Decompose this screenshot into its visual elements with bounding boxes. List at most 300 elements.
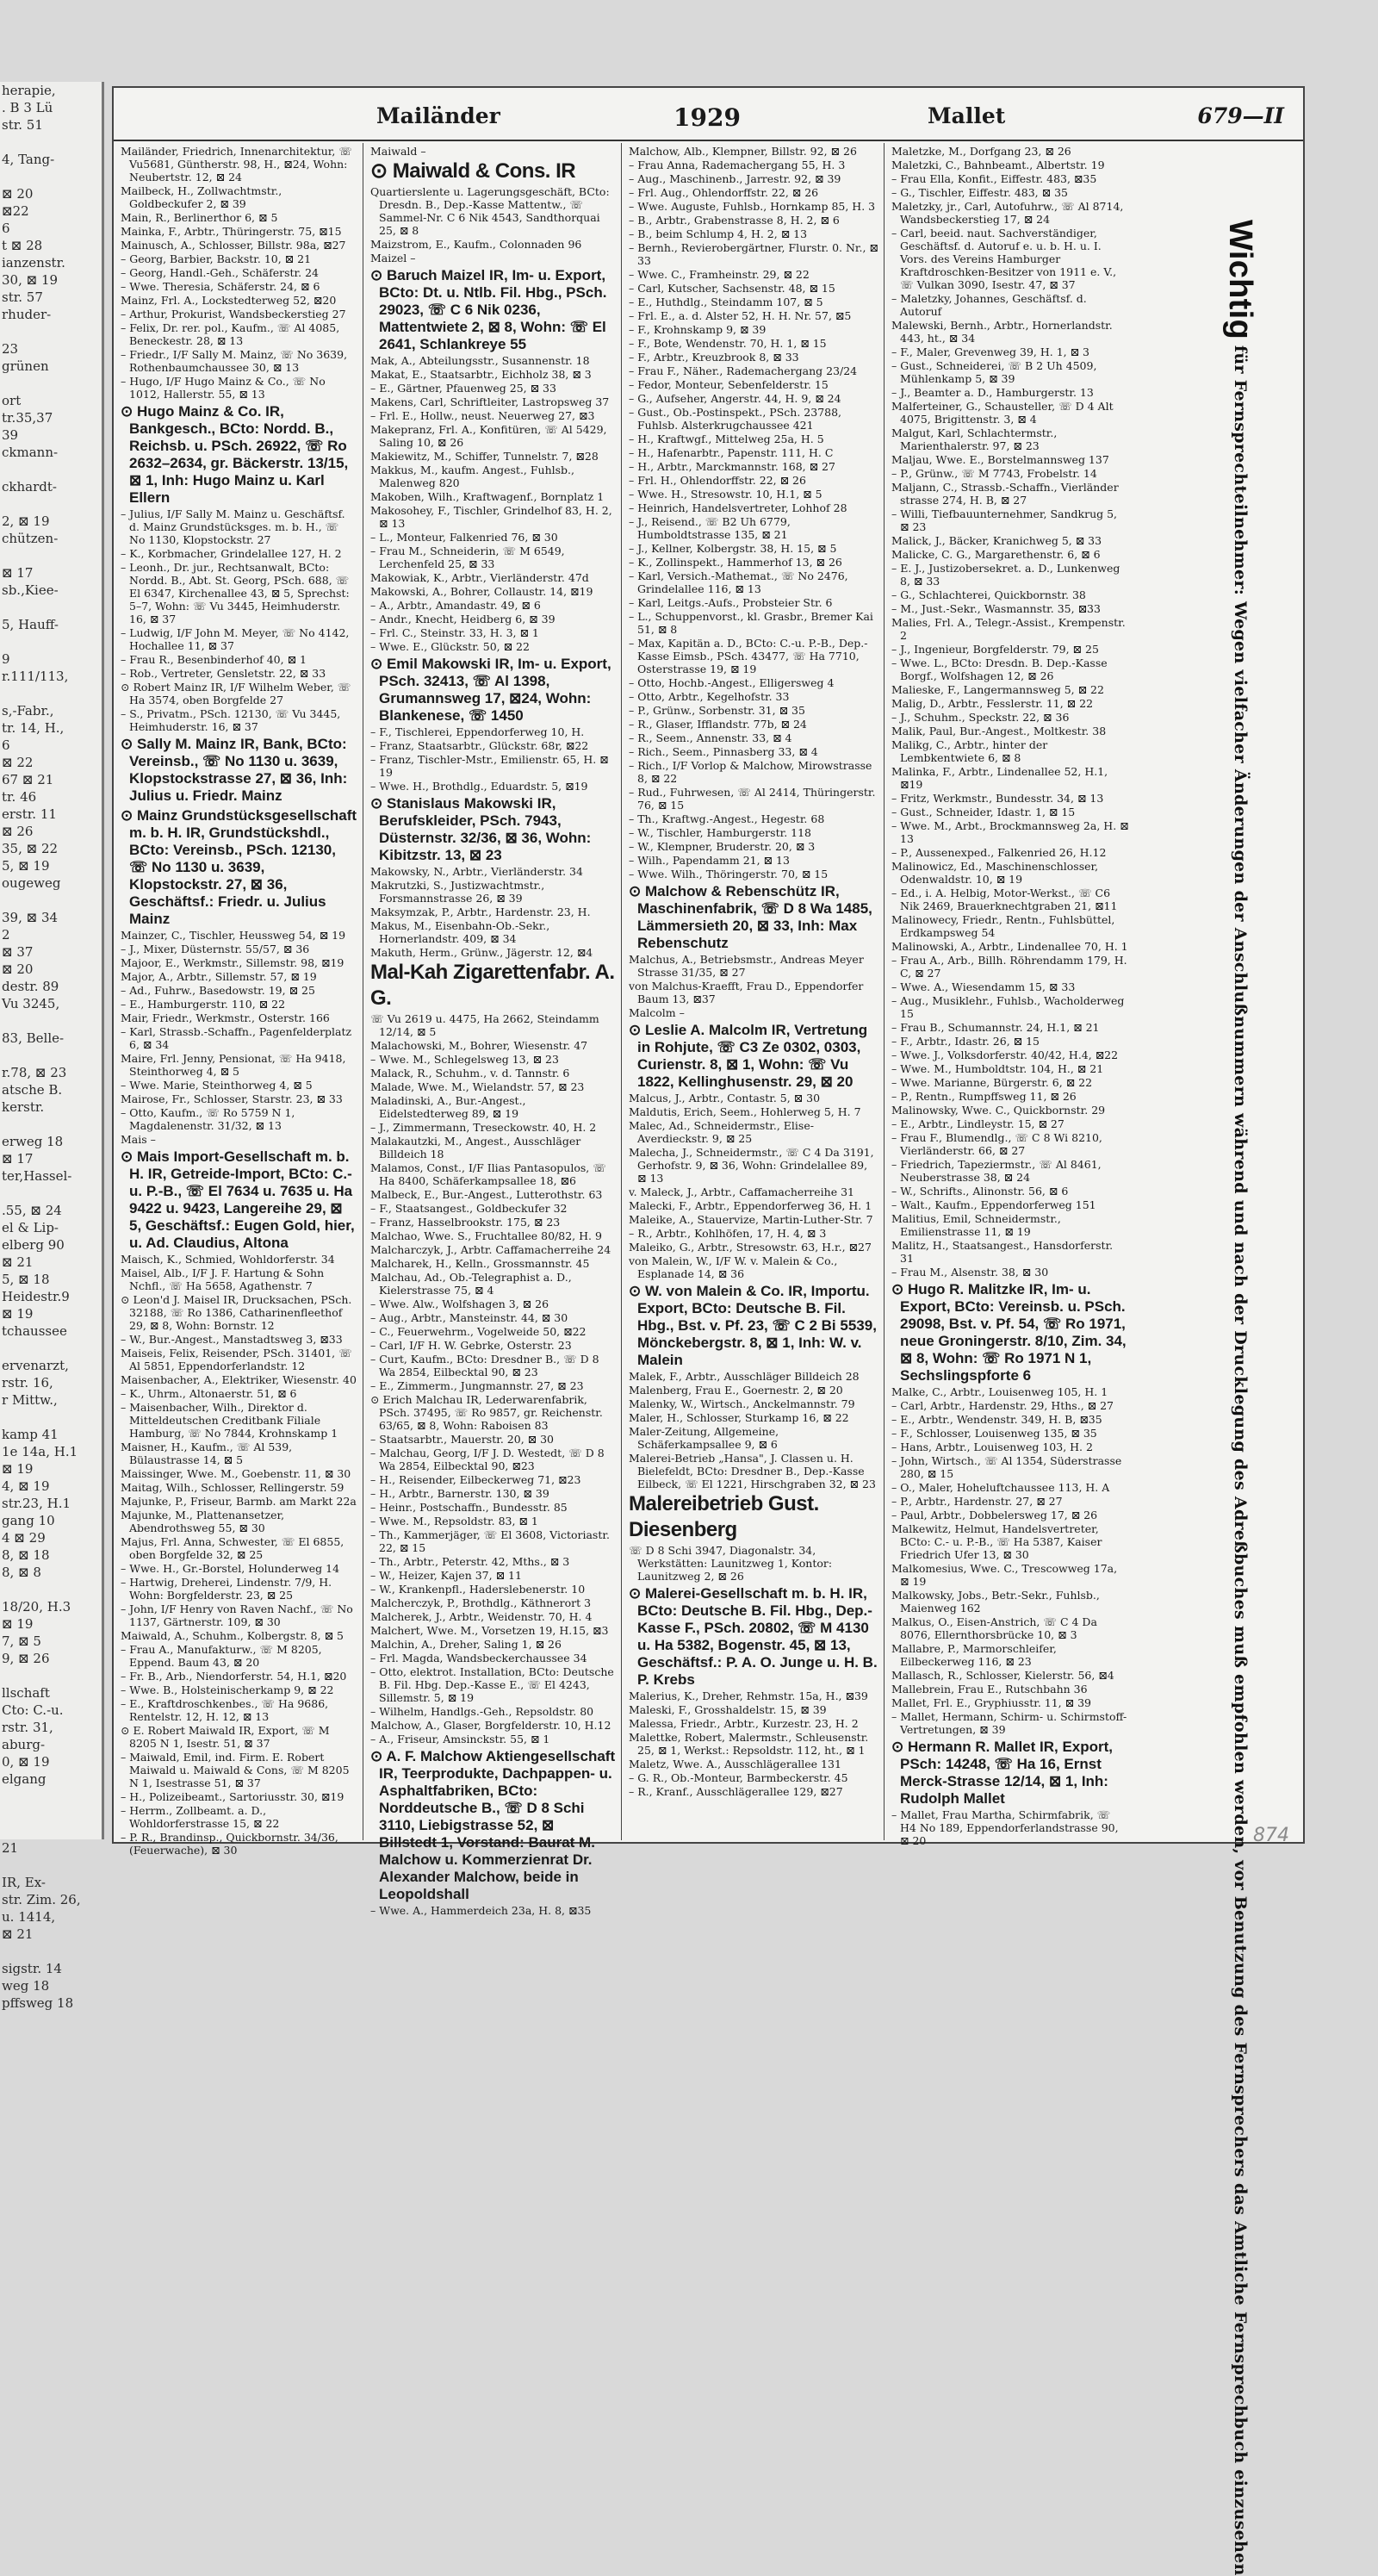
directory-entry: – Leonh., Dr. jur., Rechtsanwalt, BCto: Nordd. B., Abt. St. Georg, PSch. 688, ☏ El 6347, Kirchenallee 43, ⊠ 5, Sprechst: 5–7, Wohn: ☏ Vu 3445, Heimhuderstr. 16, ⊠ 37 [121,561,350,625]
directory-entry: – W., Bur.-Angest., Manstadtsweg 3, ⊠33 [121,1333,343,1346]
directory-entry: – F., Bote, Wendenstr. 70, H. 1, ⊠ 15 [629,337,827,350]
directory-entry: – Malchau, Georg, I/F J. D. Westedt, ☏ D 8 Wa 2854, Eilbecktal 90, ⊠23 [370,1447,605,1472]
edge-line: grünen [2,358,49,374]
edge-line: ⊠ 19 [2,1616,34,1632]
directory-entry: – H., Polizeibeamt., Sartoriusstr. 30, ⊠19 [121,1790,344,1803]
directory-entry: – Frau Anna, Rademachergang 55, H. 3 [629,159,846,171]
directory-entry: – P., Arbtr., Hardenstr. 27, ⊠ 27 [891,1495,1063,1508]
edge-line: aburg- [2,1737,46,1752]
directory-entry: von Malchus-Kraefft, Frau D., Eppendorfer Baum 13, ⊠37 [629,980,864,1005]
directory-entry: – W., Tischler, Hamburgerstr. 118 [629,826,812,839]
directory-entry: Mallet, Frl. E., Gryphiusstr. 11, ⊠ 39 [891,1696,1091,1709]
directory-entry: – Frl. H., Ohlendorffstr. 22, ⊠ 26 [629,474,806,487]
directory-entry: Malakautzki, M., Angest., Ausschläger Billdeich 18 [370,1135,581,1160]
directory-entry: – Andr., Knecht, Heidberg 6, ⊠ 39 [370,613,556,625]
directory-entry: – J., Ingenieur, Borgfelderstr. 79, ⊠ 25 [891,643,1099,656]
directory-entry: – Th., Arbtr., Peterstr. 42, Mths., ⊠ 3 [370,1555,570,1568]
directory-entry: ⊙ Hugo Mainz & Co. IR, Bankgesch., BCto: Nordd. B., Reichsb. u. PSch. 26922, ☏ Ro 2632–2634, gr. Bäckerstr. 13/15, ⊠ 1, Inh: Hugo Mainz u. Karl Ellern [121,403,349,506]
directory-entry: – Aug., Arbtr., Mansteinstr. 44, ⊠ 30 [370,1311,568,1324]
edge-line: r Mittw., [2,1392,58,1408]
directory-entry: – Otto, elektrot. Installation, BCto: Deutsche B. Fil. Hbg. Dep.-Kasse E., ☏ El 4243, Sillemstr. 5, ⊠ 19 [370,1665,614,1704]
directory-entry: Makus, M., Eisenbahn-Ob.-Sekr., Hornerlandstr. 409, ⊠ 34 [370,919,550,945]
edge-line: Cto: C.-u. [2,1702,64,1718]
directory-entry: – Wwe. B., Holsteinischerkamp 9, ⊠ 22 [121,1683,334,1696]
directory-entry: ⊙ A. F. Malchow Aktiengesellschaft IR, Teerprodukte, Dachpappen- u. Asphaltfabriken, BCto: Norddeutsche B., ☏ D 8 Schi 3110, Liebigstrasse 52, ⊠ Billstedt 1, Vorstand: Baurat M. Malchow u. Kommerzienrat Dr. Alexander Malchow, beide in Leopoldshall [370,1748,616,1902]
edge-line: herapie, [2,83,56,98]
directory-entry: – J., Zimmermann, Treseckowstr. 40, H. 2 [370,1121,597,1134]
directory-entry: – Fedor, Monteur, Sebenfelderstr. 15 [629,378,829,391]
directory-entry: – Rich., Seem., Pinnasberg 33, ⊠ 4 [629,745,818,758]
directory-entry: Maler, H., Schlosser, Sturkamp 16, ⊠ 22 [629,1411,849,1424]
directory-entry: – Frau M., Schneiderin, ☏ M 6549, Lerchenfeld 25, ⊠ 33 [370,544,565,570]
directory-entry: ⊙ Mainz Grundstücksgesellschaft m. b. H. IR, Grundstückshdl., BCto: Vereinsb., PSch. 12130, ☏ No 1130 u. 3639, Klopstockstr. 27, ⊠ 36, Geschäftsf.: Friedr. u. Julius Mainz [121,807,357,927]
edge-line: 5, ⊠ 19 [2,858,50,874]
directory-entry: Maksymzak, P., Arbtr., Hardenstr. 23, H. [370,905,591,918]
edge-line: elberg 90 [2,1237,65,1253]
directory-entry: – Friedrich, Tapeziermstr., ☏ Al 8461, Neuberstrasse 38, ⊠ 24 [891,1158,1102,1184]
side-notice-title: Wichtig [1222,220,1258,339]
directory-entry: – Curt, Kaufm., BCto: Dresdner B., ☏ D 8 Wa 2854, Eilbecktal 90, ⊠ 23 [370,1353,599,1378]
edge-line: 2, ⊠ 19 [2,513,50,529]
directory-entry: – Maiwald, Emil, ind. Firm. E. Robert Maiwald u. Maiwald & Cons, ☏ M 8205 N 1, Isestrasse 51, ⊠ 37 [121,1751,350,1789]
directory-entry: Makrutzki, S., Justizwachtmstr., Forsmannstrasse 26, ⊠ 39 [370,879,545,905]
directory-entry: – M., Just.-Sekr., Wasmannstr. 35, ⊠33 [891,602,1101,615]
directory-entry: Malig, D., Arbtr., Fesslerstr. 11, ⊠ 22 [891,697,1094,710]
directory-entry: Main, R., Berlinerthor 6, ⊠ 5 [121,211,278,224]
directory-entry: ⊙ E. Robert Maiwald IR, Export, ☏ M 8205 N 1, Isestr. 51, ⊠ 37 [121,1724,330,1750]
directory-entry: – Franz, Staatsarbtr., Glückstr. 68r, ⊠22 [370,739,589,752]
edge-line: t ⊠ 28 [2,238,43,253]
edge-line: ianzenstr. [2,255,65,271]
page-header [114,88,1303,141]
directory-entry: Maisner, H., Kaufm., ☏ Al 539, Bülaustrasse 14, ⊠ 5 [121,1440,293,1466]
directory-entry: Makosohey, F., Tischler, Grindelhof 83, H. 2, ⊠ 13 [370,504,612,530]
edge-line: 5, ⊠ 18 [2,1272,50,1287]
directory-entry: – S., Privatm., PSch. 12130, ☏ Vu 3445, Heimhuderstr. 16, ⊠ 37 [121,707,341,733]
edge-line [0,1805,102,1822]
directory-entry: Mainzer, C., Tischler, Heussweg 54, ⊠ 19 [121,929,346,942]
directory-entry: – F., Krohnskamp 9, ⊠ 39 [629,323,767,336]
directory-entry: ⊙ Stanislaus Makowski IR, Berufskleider, PSch. 7943, Düsternstr. 32/36, ⊠ 36, Wohn: Kibitzstr. 13, ⊠ 23 [370,795,592,863]
directory-entry: – Wwe. C., Framheinstr. 29, ⊠ 22 [629,268,810,281]
edge-line: sb.,Kiee- [2,582,59,598]
directory-entry: Maletz, Wwe. A., Ausschlägerallee 131 [629,1758,841,1770]
directory-entry: Major, A., Arbtr., Sillemstr. 57, ⊠ 19 [121,970,317,983]
directory-entry: ⊙ Mais Import-Gesellschaft m. b. H. IR, Getreide-Import, BCto: C.- u. P.-B., ☏ El 7634 u. 7635 u. Ha 9422 u. 9423, Langereihe 29, ⊠ 5, Geschäftsf.: Eugen Gold, hier, u. Ad. Claudius, Altona [121,1148,355,1251]
directory-entry: – G. R., Ob.-Monteur, Barmbeckerstr. 45 [629,1771,848,1784]
edge-line [0,1857,102,1874]
directory-entry: – Wwe. M., Humboldtstr. 104, H., ⊠ 21 [891,1062,1104,1075]
directory-entry: – P., Rentn., Rumpffsweg 11, ⊠ 26 [891,1090,1077,1103]
directory-entry: ⊙ Hugo R. Malitzke IR, Im- u. Export, BCto: Vereinsb. u. PSch. 29098, Bst. v. Pf. 54, ☏ Ro 1971, neue Groningerstr. 8/10, Zim. 34, ⊠ 8, Wohn: ☏ Ro 1971 N 1, Sechslingspforte 6 [891,1281,1127,1384]
edge-line: s,-Fabr., [2,703,54,719]
directory-entry: Makiewitz, M., Schiffer, Tunnelstr. 7, ⊠28 [370,450,599,463]
directory-entry: Mal-Kah Zigarettenfabr. A. G. [370,961,615,1010]
edge-line [0,1185,102,1202]
directory-entry: – Rud., Fuhrwesen, ☏ Al 2414, Thüringerstr. 76, ⊠ 15 [629,786,876,812]
edge-line: ⊠22 [2,203,29,219]
directory-entry: ⊙ W. von Malein & Co. IR, Importu. Export, BCto: Deutsche B. Fil. Hbg., Bst. v. Pf. 23, ☏ C 2 Bi 5539, Mönckebergstr. 8, ⊠ 1, Inh: W. v. Malein [629,1283,877,1368]
directory-entry: – Frau F., Näher., Rademachergang 23/24 [629,364,858,377]
directory-entry: – Karl, Leitgs.-Aufs., Probsteier Str. 6 [629,596,833,609]
directory-entry: Malec, Ad., Schneidermstr., Elise-Averdieckstr. 9, ⊠ 25 [629,1119,814,1145]
edge-line: ⊠ 17 [2,565,34,581]
directory-entry: Mairose, Fr., Schlosser, Starstr. 23, ⊠ 33 [121,1092,343,1105]
edge-line: 18/20, H.3 [2,1599,71,1615]
directory-entry: – John, I/F Henry von Raven Nachf., ☏ No 1137, Gärtnerstr. 109, ⊠ 30 [121,1602,353,1628]
edge-line: 4 ⊠ 29 [2,1530,46,1546]
edge-line: ckmann- [2,445,59,460]
directory-entry: – Ad., Fuhrw., Basedowstr. 19, ⊠ 25 [121,984,315,997]
directory-entry: – Staatsarbtr., Mauerstr. 20, ⊠ 30 [370,1433,554,1446]
edge-line [0,1788,102,1805]
directory-entry: – Wwe. Alw., Wolfshagen 3, ⊠ 26 [370,1297,549,1310]
directory-entry: Makepranz, Frl. A., Konfitüren, ☏ Al 5429, Saling 10, ⊠ 26 [370,423,607,449]
directory-entry: – R., Arbtr., Kohlhöfen, 17, H. 4, ⊠ 3 [629,1227,827,1240]
header-year: 1929 [673,103,741,132]
edge-line [0,134,102,151]
directory-entry: Malcus, J., Arbtr., Contastr. 5, ⊠ 30 [629,1092,821,1104]
edge-line: .55, ⊠ 24 [2,1203,62,1218]
edge-line: chützen- [2,531,59,546]
directory-entry: – G., Tischler, Eiffestr. 483, ⊠ 35 [891,186,1068,199]
directory-entry: – Heinr., Postschaffn., Bundesstr. 85 [370,1501,568,1514]
directory-entry: – P., Grünw., Sorbenstr. 31, ⊠ 35 [629,704,805,717]
edge-line: Vu 3245, [2,996,60,1011]
directory-entry: – O., Maler, Hoheluftchaussee 113, H. A [891,1481,1110,1494]
page-number: 679—II [1197,103,1284,128]
directory-entry: – E., Arbtr., Wendenstr. 349, H. B, ⊠35 [891,1413,1102,1426]
directory-entry: Maissinger, Wwe. M., Goebenstr. 11, ⊠ 30 [121,1467,351,1480]
directory-entry: – Willi, Tiefbauunternehmer, Sandkrug 5, ⊠ 23 [891,507,1118,533]
directory-entry: – G., Aufseher, Angerstr. 44, H. 9, ⊠ 24 [629,392,841,405]
directory-entry: – Hugo, I/F Hugo Mainz & Co., ☏ No 1012, Hallerstr. 55, ⊠ 13 [121,375,326,401]
directory-entry: Maisel, Alb., I/F J. F. Hartung & Sohn Nchfl., ☏ Ha 5658, Agathenstr. 7 [121,1266,325,1292]
directory-entry: – P., Grünw., ☏ M 7743, Frobelstr. 14 [891,467,1097,480]
directory-entry: Makoben, Wilh., Kraftwagenf., Bornplatz 1 [370,490,605,503]
edge-line: erweg 18 [2,1134,64,1149]
edge-line [0,1581,102,1598]
edge-line: ougeweg [2,875,61,891]
directory-entry: – E., Gärtner, Pfauenweg 25, ⊠ 33 [370,382,556,395]
header-left-name: Mailänder [376,103,500,128]
directory-entry: Mak, A., Abteilungsstr., Susannenstr. 18 [370,354,590,367]
edge-line [0,1012,102,1030]
column-3 [622,143,885,1840]
directory-entry: – Frau R., Besenbinderhof 40, ⊠ 1 [121,653,307,666]
directory-entry: Malack, R., Schuhm., v. d. Tannstr. 6 [370,1067,570,1080]
directory-entry: Malchau, Ad., Ob.-Telegraphist a. D., Kielerstrasse 75, ⊠ 4 [370,1271,572,1297]
directory-entry: von Malein, W., I/F W. v. Malein & Co., Esplanade 14, ⊠ 36 [629,1254,838,1280]
directory-entry: – Aug., Musiklehr., Fuhlsb., Wacholderweg 15 [891,994,1125,1020]
directory-entry: – A., Arbtr., Amandastr. 49, ⊠ 6 [370,599,541,612]
edge-line: 1e 14a, H.1 [2,1444,78,1459]
directory-entry: Makuth, Herm., Grünw., Jägerstr. 12, ⊠4 [370,946,593,959]
directory-entry: Maladinski, A., Bur.-Angest., Eidelstedterweg 89, ⊠ 19 [370,1094,526,1120]
directory-entry: – J., Schuhm., Speckstr. 22, ⊠ 36 [891,711,1070,724]
directory-entry: – Wwe. Auguste, Fuhlsb., Hornkamp 85, H. 3 [629,200,876,213]
directory-entry: Malecki, F., Arbtr., Eppendorferweg 36, H. 1 [629,1199,872,1212]
directory-entry: Mais – [121,1133,156,1146]
directory-entry: Malkus, O., Eisen-Anstrich, ☏ C 4 Da 8076, Ellernthorsbrücke 10, ⊠ 3 [891,1615,1097,1641]
edge-line: 4, Tang- [2,152,55,167]
edge-line: erstr. 11 [2,806,57,822]
directory-entry: – Friedr., I/F Sally M. Mainz, ☏ No 3639, Rothenbaumchaussee 30, ⊠ 13 [121,348,348,374]
directory-entry: ☏ D 8 Schi 3947, Diagonalstr. 34, Werkstätten: Launitzweg 1, Kontor: Launitzweg 2, ⊠ 26 [629,1544,833,1583]
edge-line: sigstr. 14 [2,1961,62,1976]
directory-entry: – Arthur, Prokurist, Wandsbeckerstieg 27 [121,308,346,320]
edge-line: str. 51 [2,117,43,133]
directory-entry: – K., Korbmacher, Grindelallee 127, H. 2 [121,547,342,560]
directory-entry: Malinowecy, Friedr., Rentn., Fuhlsbüttel, Erdkampsweg 54 [891,913,1115,939]
edge-line [0,633,102,650]
edge-line: ⊠ 17 [2,1151,34,1167]
directory-entry: – W., Krankenpfl., Haderslebenerstr. 10 [370,1583,586,1596]
directory-entry: – Fritz, Werkmstr., Bundesstr. 34, ⊠ 13 [891,792,1104,805]
edge-line: 39 [2,427,19,443]
directory-entry: Maizel – [370,252,416,264]
directory-entry: – Georg, Barbier, Backstr. 10, ⊠ 21 [121,252,312,265]
directory-entry: – Gust., Schneiderei, ☏ B 2 Uh 4509, Mühlenkamp 5, ⊠ 39 [891,359,1097,385]
directory-entry: – J., Kellner, Kolbergstr. 38, H. 15, ⊠ 5 [629,542,837,555]
directory-entry: – F., Arbtr., Idastr. 26, ⊠ 15 [891,1035,1040,1048]
edge-line: rhuder- [2,307,52,322]
edge-line: kamp 41 [2,1427,59,1442]
directory-entry: Maldutis, Erich, Seem., Hohlerweg 5, H. 7 [629,1105,861,1118]
directory-entry: – Frau F., Blumendlg., ☏ C 8 Wi 8210, Vierländerstr. 66, ⊠ 27 [891,1131,1102,1157]
directory-entry: – Frau M., Alsenstr. 38, ⊠ 30 [891,1266,1049,1279]
directory-entry: – H., Hafenarbtr., Papenstr. 111, H. C [629,446,834,459]
directory-entry: – John, Wirtsch., ☏ Al 1354, Süderstrasse 280, ⊠ 15 [891,1454,1122,1480]
edge-line: 21 [2,1840,19,1856]
directory-entry: ⊙ Erich Malchau IR, Lederwarenfabrik, PSch. 37495, ☏ Ro 9857, gr. Reichenstr. 63/65, ⊠ 8, Wohn: Raboisen 83 [370,1393,603,1432]
directory-entry: – B., Arbtr., Grabenstrasse 8, H. 2, ⊠ 6 [629,214,840,227]
directory-entry: – Mallet, Hermann, Schirm- u. Schirmstoff-Vertretungen, ⊠ 39 [891,1710,1127,1736]
directory-entry: – Wwe. J., Volksdorferstr. 40/42, H.4, ⊠22 [891,1048,1119,1061]
entry-columns [114,143,1303,1917]
directory-entry: – Carl, Kutscher, Sachsenstr. 48, ⊠ 15 [629,282,835,295]
directory-entry: – Otto, Hochb.-Angest., Elligersweg 4 [629,676,835,689]
directory-entry: Malkowsky, Jobs., Betr.-Sekr., Fuhlsb., Maienweg 162 [891,1589,1100,1615]
edge-line [0,1943,102,1960]
directory-entry: Mallebrein, Frau E., Rutschbahn 36 [891,1683,1088,1696]
directory-entry: – Gust., Ob.-Postinspekt., PSch. 23788, Fuhlsb. Alsterkrugchaussee 421 [629,406,842,432]
edge-line: 9, ⊠ 26 [2,1651,50,1666]
edge-line: 5, Hauff- [2,617,59,632]
directory-entry: Malchow, Alb., Klempner, Billstr. 92, ⊠ 26 [629,145,857,158]
directory-entry: – Frau B., Schumannstr. 24, H.1, ⊠ 21 [891,1021,1100,1034]
edge-line: r.111/113, [2,669,69,684]
edge-line [0,1340,102,1357]
directory-entry: Malieske, F., Langermannsweg 5, ⊠ 22 [891,683,1104,696]
directory-entry: Maletzky, jr., Carl, Autofuhrw., ☏ Al 8714, Wandsbeckerstieg 17, ⊠ 24 [891,200,1124,226]
directory-entry: – Aug., Maschinenb., Jarrestr. 92, ⊠ 39 [629,172,841,185]
directory-entry: Makowsky, N., Arbtr., Vierländerstr. 34 [370,865,583,878]
column-4 [885,143,1134,1847]
directory-entry: Malecha, J., Schneidermstr., ☏ C 4 Da 3191, Gerhofstr. 9, ⊠ 36, Wohn: Grindelallee 89, ⊠ 13 [629,1146,874,1185]
directory-entry: – L., Schuppenvorst., kl. Grasbr., Bremer Kai 51, ⊠ 8 [629,610,873,636]
edge-line [0,1822,102,1839]
directory-entry: – F., Staatsangest., Goldbeckufer 32 [370,1202,568,1215]
directory-entry: – Wwe. H., Stresowstr. 10, H.1, ⊠ 5 [629,488,822,501]
edge-line: Heidestr.9 [2,1289,70,1304]
directory-entry: – Wwe. Marianne, Bürgerstr. 6, ⊠ 22 [891,1076,1093,1089]
edge-line: ⊠ 22 [2,755,34,770]
directory-entry: Malferteiner, G., Schausteller, ☏ D 4 Alt 4075, Brigittenstr. 3, ⊠ 4 [891,400,1114,426]
directory-entry: Malcolm – [629,1006,685,1019]
edge-line: IR, Ex- [2,1875,46,1890]
directory-entry: ⊙ Malerei-Gesellschaft m. b. H. IR, BCto: Deutsche B. Fil. Hbg., Dep.-Kasse F., PSch. 20802, ☏ M 4130 u. Ha 5382, Bogenstr. 45, ⊠ 13, Geschäftsf.: P. A. O. Junge u. H. B. P. Krebs [629,1585,878,1688]
directory-entry: Malcharczyk, J., Arbtr. Caffamacherreihe 24 [370,1243,611,1256]
directory-entry: – Wwe. Theresia, Schäferstr. 24, ⊠ 6 [121,280,320,293]
edge-line: destr. 89 [2,979,59,994]
directory-entry: Malettke, Robert, Malermstr., Schleusenstr. 25, ⊠ 1, Werkst.: Repsoldstr. 112, ht., ⊠ 1 [629,1731,869,1757]
edge-line: 2 [2,927,10,943]
directory-entry: Maiwald, A., Schuhm., Kolbergstr. 8, ⊠ 5 [121,1629,344,1642]
directory-entry: Malewski, Bernh., Arbtr., Hornerlandstr. 443, ht., ⊠ 34 [891,319,1113,345]
edge-line: tr. 14, H., [2,720,65,736]
directory-entry: ⊙ Leslie A. Malcolm IR, Vertretung in Rohjute, ☏ C3 Ze 0302, 0303, Curienstr. 8, ⊠ 1, Wohn: ☏ Vu 1822, Kellinghusenstr. 29, ⊠ 20 [629,1022,868,1090]
edge-line: ckhardt- [2,479,57,495]
directory-entry: – Wwe. A., Wiesendamm 15, ⊠ 33 [891,980,1076,993]
directory-entry: – W., Schrifts., Alinonstr. 56, ⊠ 6 [891,1185,1069,1198]
edge-line: ⊠ 26 [2,824,34,839]
directory-entry: – Julius, I/F Sally M. Mainz u. Geschäftsf. d. Mainz Grundstücksges. m. b. H., ☏ No 1130, Klopstockstr. 27 [121,507,345,546]
directory-entry: Mailbeck, H., Zollwachtmstr., Goldbeckufer 2, ⊠ 39 [121,184,282,210]
directory-entry: – Walt., Kaufm., Eppendorferweg 151 [891,1198,1096,1211]
directory-entry: – Carl, Arbtr., Hardenstr. 29, Hths., ⊠ 27 [891,1399,1114,1412]
edge-line: elgang [2,1771,47,1787]
directory-entry: Malgut, Karl, Schlachtermstr., Marienthalerstr. 97, ⊠ 23 [891,426,1058,452]
edge-line: ⊠ 20 [2,961,34,977]
directory-entry: – Georg, Handl.-Geh., Schäferstr. 24 [121,266,319,279]
directory-entry: – Frl. Aug., Ohlendorffstr. 22, ⊠ 26 [629,186,819,199]
directory-entry: Makowski, A., Bohrer, Collaustr. 14, ⊠19 [370,585,593,598]
directory-entry: – Karl, Strassb.-Schaffn., Pagenfelderplatz 6, ⊠ 34 [121,1025,352,1051]
directory-entry: ⊙ Baruch Maizel IR, Im- u. Export, BCto: Dt. u. Ntlb. Fil. Hbg., PSch. 29023, ☏ C 6 Nik 0236, Mattentwiete 2, ⊠ 8, Wohn: ☏ El 2641, Schlankreye 55 [370,267,607,352]
directory-entry: – Heinrich, Handelsvertreter, Lohhof 28 [629,501,847,514]
directory-entry: – J., Beamter a. D., Hamburgerstr. 13 [891,386,1094,399]
directory-entry: Malkewitz, Helmut, Handelsvertreter, BCto: C.- u. P.-B., ☏ Ha 5387, Kaiser Friedrich Ufer 13, ⊠ 30 [891,1522,1102,1561]
directory-entry: ⊙ Maiwald & Cons. IR [370,159,576,183]
edge-line: el & Lip- [2,1220,59,1235]
edge-line: 6 [2,737,10,753]
directory-entry: Malade, Wwe. M., Wielandstr. 57, ⊠ 23 [370,1080,585,1093]
directory-entry: – A., Friseur, Amsinckstr. 55, ⊠ 1 [370,1733,550,1745]
directory-entry: – Wwe. Wilh., Thöringerstr. 70, ⊠ 15 [629,868,829,880]
directory-entry: ⊙ Leon'd J. Maisel IR, Drucksachen, PSch. 32188, ☏ Ro 1386, Catharinenfleethof 29, ⊠ 8, Wohn: Bornstr. 12 [121,1293,352,1332]
directory-entry: Malcherek, J., Arbtr., Weidenstr. 70, H. 4 [370,1610,593,1623]
edge-line: 67 ⊠ 21 [2,772,54,787]
directory-entry: – J., Reisend., ☏ B2 Uh 6779, Humboldtstrasse 135, ⊠ 21 [629,515,791,541]
directory-entry: – E., Kraftdroschkenbes., ☏ Ha 9686, Rentelstr. 12, H. 12, ⊠ 13 [121,1697,329,1723]
directory-entry: – W., Heizer, Kajen 37, ⊠ 11 [370,1569,522,1582]
directory-entry: – Max, Kapitän a. D., BCto: C.-u. P.-B., Dep.-Kasse Eimsb., PSch. 43477, ☏ Ha 7710, Osterstrasse 19, ⊠ 19 [629,637,868,675]
directory-entry: Malchus, A., Betriebsmstr., Andreas Meyer Strasse 31/35, ⊠ 27 [629,953,864,979]
edge-line: rstr. 31, [2,1720,53,1735]
directory-entry: – F., Tischlerei, Eppendorferweg 10, H. [370,725,585,738]
directory-entry: – Frl. C., Steinstr. 33, H. 3, ⊠ 1 [370,626,539,639]
directory-entry: Makens, Carl, Schriftleiter, Lastropsweg 37 [370,395,610,408]
directory-entry: – Wwe. A., Hammerdeich 23a, H. 8, ⊠35 [370,1904,592,1917]
directory-entry: – Carl, beeid. naut. Sachverständiger, Geschäftsf. d. Autoruf e. u. b. H. u. I. Vors. des Vereins Hamburger Kraftdroschken-Besitzer von 1911 e. V., ☏ Vulkan 3090, Isestr. 47, ⊠ 37 [891,227,1117,291]
directory-entry: Malick, J., Bäcker, Kranichweg 5, ⊠ 33 [891,534,1102,547]
directory-entry: – Herrm., Zollbeamt. a. D., Wohldorferstrasse 15, ⊠ 22 [121,1804,280,1830]
directory-page [112,86,1305,1917]
directory-entry: Malchao, Wwe. S., Fruchtallee 80/82, H. 9 [370,1229,602,1242]
directory-entry: Maljau, Wwe. E., Borstelmannsweg 137 [891,453,1109,466]
edge-line [0,599,102,616]
directory-entry: Malicke, C. G., Margarethenstr. 6, ⊠ 6 [891,548,1101,561]
edge-line: str.23, H.1 [2,1496,71,1511]
directory-entry: Malchert, Wwe. M., Vorsetzen 19, H.15, ⊠3 [370,1624,609,1637]
directory-entry: – F., Arbtr., Kreuzbrook 8, ⊠ 33 [629,351,799,364]
directory-entry: Malek, F., Arbtr., Ausschläger Billdeich 28 [629,1370,860,1383]
directory-entry: Malamos, Const., I/F Ilias Pantasopulos, ☏ Ha 8400, Schäferkampsallee 18, ⊠6 [370,1161,606,1187]
directory-entry: Malachowski, M., Bohrer, Wiesenstr. 47 [370,1039,588,1052]
directory-entry: Majunke, P., Friseur, Barmb. am Markt 22a [121,1495,357,1508]
directory-entry: Malinowicz, Ed., Maschinenschlosser, Odenwaldstr. 10, ⊠ 19 [891,860,1099,886]
directory-entry: – Wwe. E., Glückstr. 50, ⊠ 22 [370,640,530,653]
directory-entry: – W., Klempner, Bruderstr. 20, ⊠ 3 [629,840,816,853]
edge-line: kerstr. [2,1099,45,1115]
directory-entry: Maletzke, M., Dorfgang 23, ⊠ 26 [891,145,1071,158]
directory-entry: Malereibetrieb Gust. Diesenberg [629,1492,819,1541]
directory-entry: Maisenbacher, A., Elektriker, Wiesenstr. 40 [121,1373,357,1386]
edge-line: 0, ⊠ 19 [2,1754,50,1770]
directory-entry: ⊙ Malchow & Rebenschütz IR, Maschinenfabrik, ☏ D 8 Wa 1485, Lämmersieth 20, ⊠ 33, Inh: Max Rebenschutz [629,883,872,951]
directory-entry: – R., Kranf., Ausschlägerallee 129, ⊠27 [629,1785,843,1798]
directory-entry: Malbeck, E., Bur.-Angest., Lutterothstr. 63 [370,1188,603,1201]
edge-line [0,1409,102,1426]
header-right-name: Mallet [928,103,1006,128]
directory-entry: Makkus, M., kaufm. Angest., Fuhlsb., Malenweg 820 [370,464,575,489]
directory-entry: Makat, E., Staatsarbtr., Eichholz 38, ⊠ 3 [370,368,592,381]
directory-entry: – Wwe. M., Repsoldstr. 83, ⊠ 1 [370,1515,538,1528]
edge-line: tr. 46 [2,789,37,805]
directory-entry: – Fr. B., Arb., Niendorferstr. 54, H.1, ⊠20 [121,1670,347,1683]
edge-line: r.78, ⊠ 23 [2,1065,67,1080]
directory-entry: ⊙ Robert Mainz IR, I/F Wilhelm Weber, ☏ Ha 3574, oben Borgfelde 27 [121,681,351,706]
directory-entry: Majus, Frl. Anna, Schwester, ☏ El 6855, oben Borgfelde 32, ⊠ 25 [121,1535,344,1561]
directory-entry: – Franz, Hasselbrookstr. 175, ⊠ 23 [370,1216,561,1229]
directory-entry: Malinowsky, Wwe. C., Quickbornstr. 29 [891,1104,1106,1117]
directory-entry: Malcherczyk, P., Brothdlg., Käthnerort 3 [370,1596,592,1609]
directory-entry: – Karl, Versich.-Mathemat., ☏ No 2476, Grindelallee 116, ⊠ 13 [629,569,848,595]
directory-entry: – K., Zollinspekt., Hammerhof 13, ⊠ 26 [629,556,842,569]
directory-entry: ⊙ Hermann R. Mallet IR, Export, PSch: 14248, ☏ Ha 16, Ernst Merck-Strasse 12/14, ⊠ 1, Inh: Rudolph Mallet [891,1739,1114,1807]
directory-entry: – Wwe. L., BCto: Dresdn. B. Dep.-Kasse Borgf., Wolfshagen 12, ⊠ 26 [891,656,1108,682]
directory-entry: Malitius, Emil, Schneidermstr., Emilienstrasse 11, ⊠ 19 [891,1212,1061,1238]
directory-entry: – Wilhelm, Handlgs.-Geh., Repsoldstr. 80 [370,1705,594,1718]
directory-entry: – Rob., Vertreter, Gensletstr. 22, ⊠ 33 [121,667,326,680]
directory-entry: – H., Kraftwgf., Mittelweg 25a, H. 5 [629,432,824,445]
directory-entry: Malerei-Betrieb „Hansa", J. Classen u. H. Bielefeldt, BCto: Dresdner B., Dep.-Kasse Eilbeck, ☏ El 1221, Hirschgraben 32, ⊠ 23 [629,1452,876,1490]
directory-entry: Makowiak, K., Arbtr., Vierländerstr. 47d [370,571,589,584]
directory-entry: Maleike, A., Stauervize, Martin-Luther-Str. 7 [629,1213,873,1226]
directory-entry: Mailänder, Friedrich, Innenarchitektur, ☏ Vu5681, Güntherstr. 98, H., ⊠24, Wohn: Neubertstr. 12, ⊠ 24 [121,145,352,184]
directory-entry: – Hartwig, Dreherei, Lindenstr. 7/9, H. Wohn: Borgfelderstr. 23, ⊠ 25 [121,1576,332,1602]
side-notice [1221,220,1258,2576]
edge-line: 7, ⊠ 5 [2,1633,41,1649]
directory-entry: – Wwe. M., Arbt., Brockmannsweg 2a, H. ⊠ 13 [891,819,1129,845]
edge-line: u. 1414, [2,1909,56,1925]
directory-entry: Mallasch, R., Schlosser, Kielerstr. 56, ⊠4 [891,1669,1114,1682]
edge-line: 6 [2,221,10,236]
directory-entry: – Wwe. H., Gr.-Borstel, Holunderweg 14 [121,1562,340,1575]
directory-entry: Maitag, Wilh., Schlosser, Rellingerstr. 59 [121,1481,344,1494]
directory-entry: – P. R., Brandinsp., Quickbornstr. 34/36, (Feuerwache), ⊠ 30 [121,1831,338,1857]
